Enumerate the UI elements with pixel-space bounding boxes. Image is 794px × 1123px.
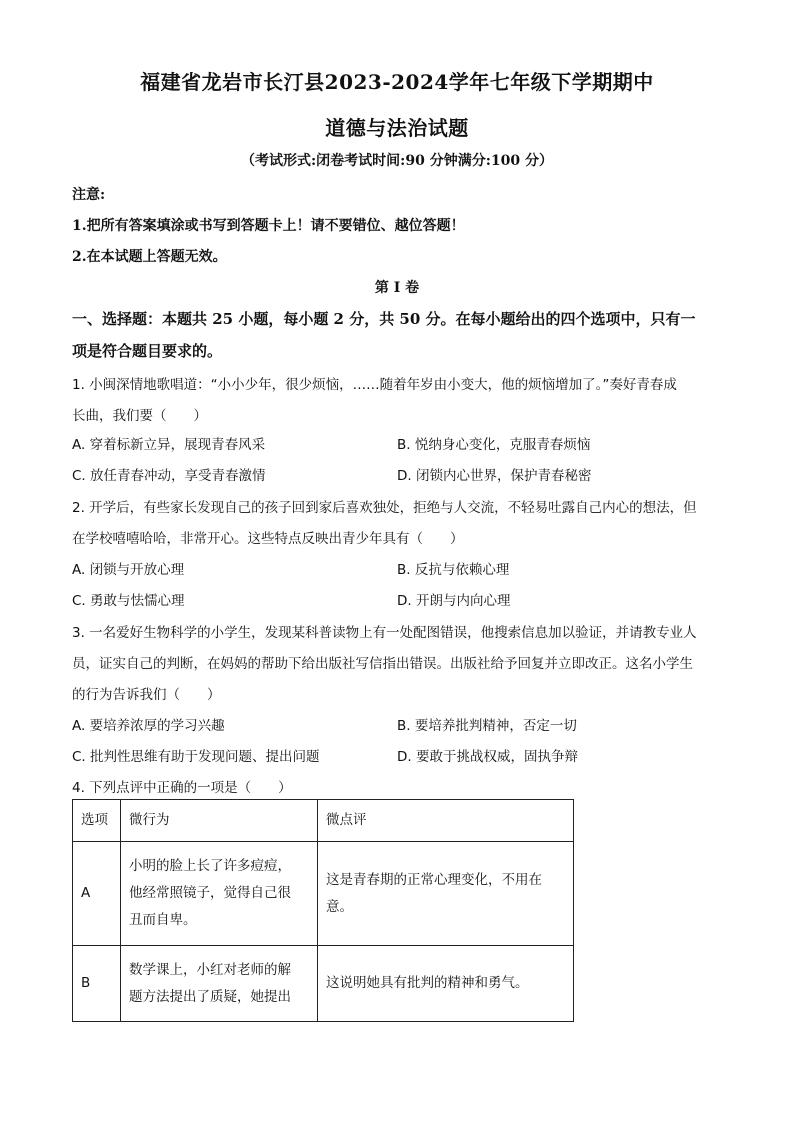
notice-item-1: 1.把所有答案填涂或书写到答题卡上！请不要错位、越位答题！ bbox=[72, 218, 465, 234]
question-3-option-a: A. 要培养浓厚的学习兴趣 bbox=[72, 718, 225, 734]
table-cell-behavior bbox=[121, 842, 318, 946]
table-cell-option: A bbox=[73, 842, 121, 946]
cell-line: 丑而自卑。 bbox=[129, 912, 197, 928]
table-header-option: 选项 bbox=[73, 800, 121, 842]
notice-heading: 注意: bbox=[72, 187, 106, 203]
notice-item-2: 2.在本试题上答题无效。 bbox=[72, 249, 227, 265]
table-row bbox=[73, 946, 574, 1022]
question-3-stem: 3. 一名爱好生物科学的小学生，发现某科普读物上有一处配图错误，他搜索信息加以验证，并请教专业人 bbox=[72, 625, 697, 641]
question-1-stem: 1. 小闽深情地歌唱道：“小小少年，很少烦恼，……随着年岁由小变大，他的烦恼增加了。”奏好青春成 bbox=[72, 377, 677, 393]
question-4-table bbox=[72, 799, 574, 1022]
table-cell-comment bbox=[318, 842, 574, 946]
question-1-option-d: D. 闭锁内心世界，保护青春秘密 bbox=[397, 468, 592, 484]
question-3-stem: 的行为告诉我们（ ） bbox=[72, 687, 221, 703]
exam-title: 福建省龙岩市长汀县2023-2024学年七年级下学期期中 bbox=[140, 70, 654, 94]
cell-line: 数学课上，小红对老师的解 bbox=[129, 961, 291, 978]
table-row bbox=[73, 842, 574, 946]
section-heading-line1: 一、选择题：本题共 25 小题，每小题 2 分，共 50 分。在每小题给出的四个选项中，只有一 bbox=[72, 310, 696, 328]
question-2-option-d: D. 开朗与内向心理 bbox=[397, 593, 511, 609]
question-3-option-b: B. 要培养批判精神，否定一切 bbox=[397, 718, 577, 734]
table-header-row bbox=[73, 800, 574, 842]
cell-line: 小明的脸上长了许多痘痘， bbox=[129, 858, 291, 874]
question-2-option-a: A. 闭锁与开放心理 bbox=[72, 562, 185, 578]
question-2-option-b: B. 反抗与依赖心理 bbox=[397, 562, 510, 578]
cell-line: 意。 bbox=[326, 898, 353, 915]
question-3-option-d: D. 要敢于挑战权威，固执争辩 bbox=[397, 749, 578, 765]
cell-line: 这说明她具有批判的精神和勇气。 bbox=[326, 975, 529, 991]
question-3-stem: 员，证实自己的判断，在妈妈的帮助下给出版社写信指出错误。出版社给予回复并立即改正。这名小学生 bbox=[72, 656, 693, 672]
cell-line: 题方法提出了质疑，她提出 bbox=[129, 988, 291, 1005]
question-1-option-a: A. 穿着标新立异，展现青春风采 bbox=[72, 437, 266, 453]
table-cell-comment bbox=[318, 946, 574, 1022]
exam-info: （考试形式:闭卷考试时间:90 分钟满分:100 分） bbox=[241, 153, 553, 169]
question-4-stem: 4. 下列点评中正确的一项是（ ） bbox=[72, 780, 292, 796]
question-1-option-c: C. 放任青春冲动，享受青春激情 bbox=[72, 468, 266, 484]
question-3-option-c: C. 批判性思维有助于发现问题、提出问题 bbox=[72, 749, 320, 765]
question-2-stem: 2. 开学后，有些家长发现自己的孩子回到家后喜欢独处，拒绝与人交流，不轻易吐露自己内心的想法，但 bbox=[72, 500, 697, 516]
table-header-behavior: 微行为 bbox=[121, 800, 318, 842]
table-cell-option: B bbox=[73, 946, 121, 1022]
cell-line: 他经常照镜子，觉得自己很 bbox=[129, 885, 291, 901]
table-header-comment: 微点评 bbox=[318, 800, 574, 842]
cell-line: 这是青春期的正常心理变化，不用在 bbox=[326, 871, 542, 888]
question-2-option-c: C. 勇敢与怯懦心理 bbox=[72, 593, 185, 609]
section-heading-line2: 项是符合题目要求的。 bbox=[72, 342, 223, 360]
volume-label: 第 I 卷 bbox=[374, 280, 420, 296]
question-2-stem: 在学校嘻嘻哈哈，非常开心。这些特点反映出青少年具有（ ） bbox=[72, 531, 464, 547]
question-1-option-b: B. 悦纳身心变化，克服青春烦恼 bbox=[397, 437, 591, 453]
question-1-stem: 长曲，我们要（ ） bbox=[72, 408, 207, 424]
table-cell-behavior bbox=[121, 946, 318, 1022]
exam-subject: 道德与法治试题 bbox=[325, 116, 469, 140]
